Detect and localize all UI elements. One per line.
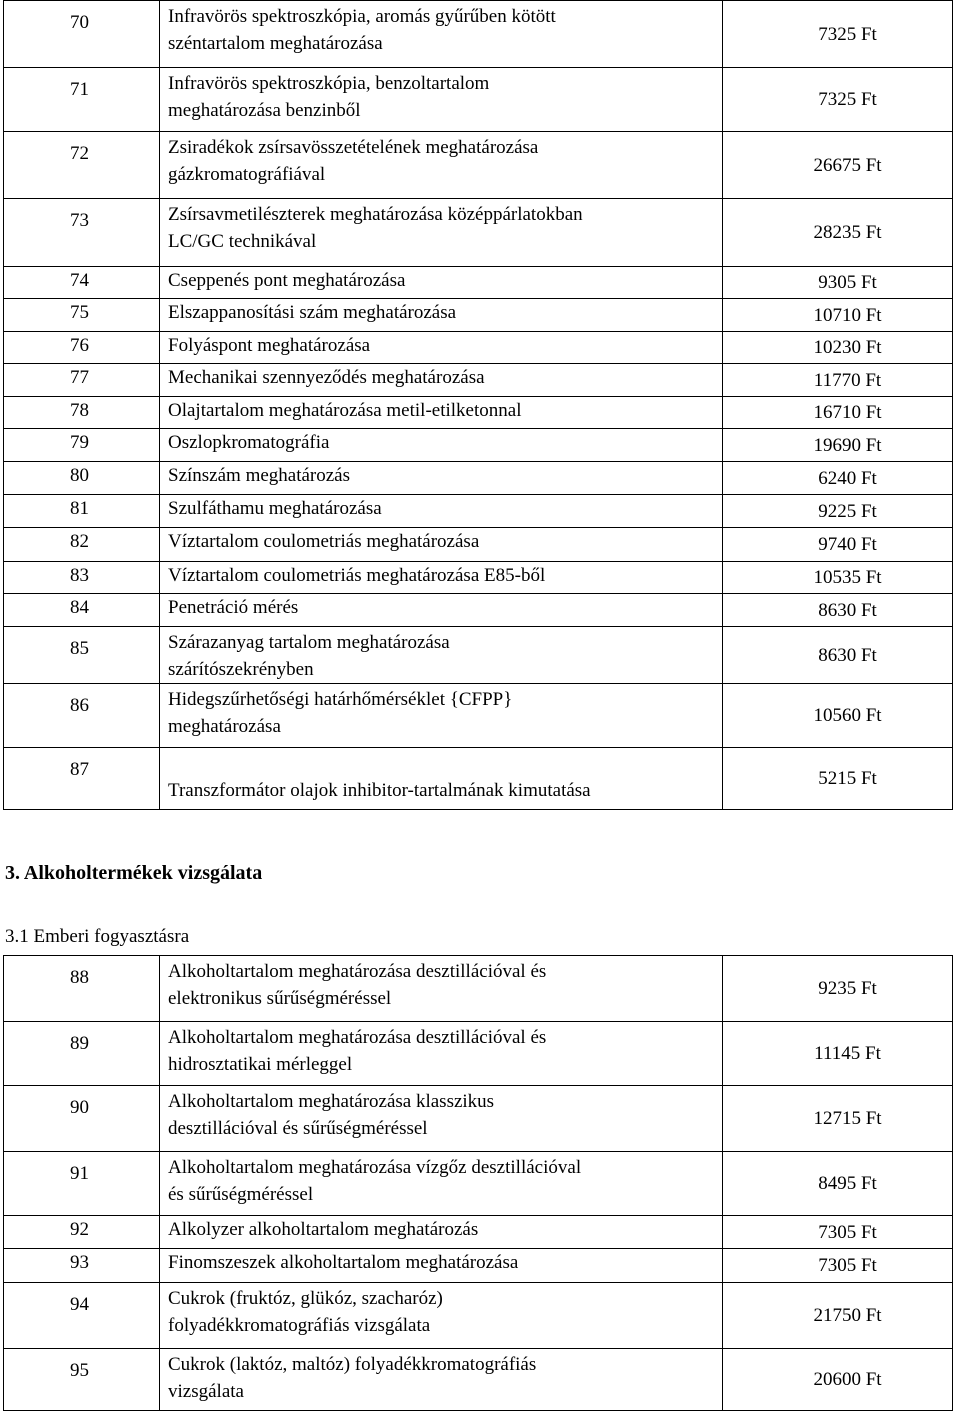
description-line: szárítószekrényben (168, 659, 314, 680)
row-number: 84 (4, 594, 160, 627)
row-price (723, 132, 953, 199)
description-line: vizsgálata (168, 1381, 244, 1402)
section-3-heading: 3. Alkoholtermékek vizsgálata (5, 862, 263, 884)
row-price (723, 267, 953, 299)
table-row (4, 528, 953, 562)
row-price (723, 627, 953, 684)
table-row (4, 748, 953, 810)
description-line: hidrosztatikai mérleggel (168, 1054, 353, 1075)
description-line: Penetráció mérés (168, 597, 299, 618)
row-price (723, 956, 953, 1022)
description-line: Alkoholtartalom meghatározása desztillációval és (168, 1027, 547, 1048)
description-line: Cseppenés pont meghatározása (168, 270, 406, 291)
table-row (4, 332, 953, 364)
description-line: Szulfáthamu meghatározása (168, 498, 382, 519)
description-line: Szárazanyag tartalom meghatározása (168, 632, 450, 653)
row-number: 74 (4, 267, 160, 299)
description-line: Víztartalom coulometriás meghatározása E85-ből (168, 565, 546, 586)
row-number: 79 (4, 429, 160, 462)
description-line: Finomszeszek alkoholtartalom meghatározása (168, 1252, 519, 1273)
row-number: 89 (4, 1022, 160, 1086)
price-value: 26675 Ft (813, 154, 882, 176)
row-number: 76 (4, 332, 160, 364)
row-description (160, 462, 723, 495)
price-value: 7325 Ft (818, 23, 877, 45)
description-line: folyadékkromatográfiás vizsgálata (168, 1315, 431, 1336)
description-line: Víztartalom coulometriás meghatározása (168, 531, 480, 552)
price-table-section-2 (3, 0, 953, 810)
row-number: 95 (4, 1349, 160, 1411)
price-table-body (4, 1, 953, 810)
row-price (723, 528, 953, 562)
row-number: 70 (4, 1, 160, 68)
row-description (160, 562, 723, 594)
row-number: 91 (4, 1152, 160, 1216)
price-table-section-3-1 (3, 955, 953, 1411)
table-row (4, 562, 953, 594)
table-row (4, 397, 953, 429)
section-3-1-heading: 3.1 Emberi fogyasztásra (5, 926, 190, 947)
row-description (160, 528, 723, 562)
price-value: 11145 Ft (814, 1043, 881, 1064)
row-description (160, 1086, 723, 1152)
description-line: Oszlopkromatográfia (168, 432, 330, 453)
table-row (4, 1349, 953, 1411)
price-table-body (4, 956, 953, 1411)
description-line: Mechanikai szennyeződés meghatározása (168, 367, 485, 388)
row-number: 83 (4, 562, 160, 594)
price-value: 12715 Ft (813, 1108, 882, 1129)
description-line: LC/GC technikával (168, 231, 317, 252)
description-line: Alkoholtartalom meghatározása vízgőz desztillációval (168, 1157, 582, 1178)
row-description (160, 684, 723, 748)
row-description (160, 68, 723, 132)
price-value: 28235 Ft (813, 222, 882, 243)
description-line: Infravörös spektroszkópia, aromás gyűrűben kötött (168, 6, 556, 27)
row-description (160, 1216, 723, 1249)
row-description (160, 1283, 723, 1349)
description-line: Elszappanosítási szám meghatározása (168, 302, 457, 323)
table-row (4, 364, 953, 397)
price-value: 10230 Ft (813, 337, 882, 358)
row-number: 82 (4, 528, 160, 562)
description-line: Alkoholtartalom meghatározása desztillációval és (168, 961, 547, 982)
table-row (4, 1249, 953, 1283)
row-description (160, 594, 723, 627)
row-price (723, 1086, 953, 1152)
row-description (160, 748, 723, 810)
row-price (723, 462, 953, 495)
row-number: 75 (4, 299, 160, 332)
price-value: 20600 Ft (813, 1369, 882, 1390)
row-price (723, 68, 953, 132)
row-number: 73 (4, 199, 160, 267)
description-line: Folyáspont meghatározása (168, 335, 371, 356)
row-description (160, 364, 723, 397)
price-value: 9305 Ft (818, 272, 877, 293)
description-line: és sűrűségméréssel (168, 1184, 314, 1205)
row-price (723, 1349, 953, 1411)
row-number: 78 (4, 397, 160, 429)
row-description (160, 1, 723, 68)
row-number: 90 (4, 1086, 160, 1152)
table-row (4, 684, 953, 748)
row-description (160, 299, 723, 332)
row-number: 88 (4, 956, 160, 1022)
price-value: 19690 Ft (813, 434, 882, 456)
row-price (723, 562, 953, 594)
row-description (160, 627, 723, 684)
table-row (4, 1086, 953, 1152)
row-price (723, 299, 953, 332)
row-number: 93 (4, 1249, 160, 1283)
description-line: Alkolyzer alkoholtartalom meghatározás (168, 1219, 479, 1240)
table-row (4, 429, 953, 462)
table-row (4, 1283, 953, 1349)
row-price (723, 748, 953, 810)
description-line: gázkromatográfiával (168, 164, 326, 185)
table-row (4, 1, 953, 68)
table-row (4, 594, 953, 627)
row-number: 81 (4, 495, 160, 528)
row-description (160, 1249, 723, 1283)
row-number: 80 (4, 462, 160, 495)
table-row (4, 1022, 953, 1086)
table-row (4, 462, 953, 495)
description-line: elektronikus sűrűségméréssel (168, 988, 392, 1009)
table-row (4, 132, 953, 199)
row-description (160, 132, 723, 199)
price-value: 21750 Ft (813, 1305, 882, 1326)
price-value: 10535 Ft (813, 567, 882, 588)
row-price (723, 1022, 953, 1086)
row-number: 94 (4, 1283, 160, 1349)
price-value: 7305 Ft (818, 1221, 877, 1243)
row-description (160, 1022, 723, 1086)
description-line: Infravörös spektroszkópia, benzoltartalom (168, 73, 490, 94)
row-price (723, 332, 953, 364)
description-line: Zsírsavmetilészterek meghatározása középpárlatokban (168, 204, 583, 225)
row-price (723, 495, 953, 528)
table-row (4, 627, 953, 684)
table-row (4, 956, 953, 1022)
description-line: Hidegszűrhetőségi határhőmérséklet {CFPP} (168, 689, 513, 710)
row-description (160, 199, 723, 267)
row-description (160, 495, 723, 528)
price-value: 8495 Ft (818, 1173, 877, 1194)
price-value: 7305 Ft (818, 1255, 877, 1276)
row-price (723, 594, 953, 627)
row-number: 87 (4, 748, 160, 810)
row-price (723, 199, 953, 267)
table-row (4, 68, 953, 132)
row-price (723, 429, 953, 462)
description-line: Cukrok (fruktóz, glükóz, szacharóz) (168, 1288, 443, 1309)
price-value: 8630 Ft (818, 644, 877, 666)
price-value: 9740 Ft (818, 534, 877, 555)
price-value: 9225 Ft (818, 500, 877, 522)
price-value: 8630 Ft (818, 599, 877, 621)
price-value: 5215 Ft (818, 768, 877, 789)
description-line: desztillációval és sűrűségméréssel (168, 1118, 428, 1139)
description-line: széntartalom meghatározása (168, 33, 383, 54)
row-price (723, 1249, 953, 1283)
description-line: Cukrok (laktóz, maltóz) folyadékkromatográfiás (168, 1354, 537, 1375)
row-description (160, 267, 723, 299)
row-price (723, 1216, 953, 1249)
row-price (723, 684, 953, 748)
row-description (160, 397, 723, 429)
row-number: 86 (4, 684, 160, 748)
row-number: 71 (4, 68, 160, 132)
row-number: 85 (4, 627, 160, 684)
table-row (4, 199, 953, 267)
row-price (723, 397, 953, 429)
price-value: 7325 Ft (818, 89, 877, 110)
description-line: Olajtartalom meghatározása metil-etilketonnal (168, 400, 522, 421)
row-number: 72 (4, 132, 160, 199)
table-row (4, 267, 953, 299)
row-description (160, 956, 723, 1022)
price-value: 16710 Ft (813, 402, 882, 423)
row-price (723, 364, 953, 397)
row-description (160, 1349, 723, 1411)
description-line: meghatározása benzinből (168, 100, 361, 121)
description-line: meghatározása (168, 716, 281, 737)
table-row (4, 1216, 953, 1249)
row-number: 92 (4, 1216, 160, 1249)
price-value: 10560 Ft (813, 705, 882, 726)
row-price (723, 1152, 953, 1216)
description-line: Alkoholtartalom meghatározása klasszikus (168, 1091, 495, 1112)
table-row (4, 299, 953, 332)
table-row (4, 495, 953, 528)
price-value: 6240 Ft (818, 467, 877, 489)
table-row (4, 1152, 953, 1216)
row-price (723, 1, 953, 68)
description-line (168, 750, 722, 777)
description-line: Színszám meghatározás (168, 465, 351, 486)
description-line: Transzformátor olajok inhibitor-tartalmának kimutatása (168, 780, 591, 801)
price-value: 9235 Ft (818, 978, 877, 999)
row-description (160, 429, 723, 462)
price-value: 11770 Ft (813, 369, 882, 391)
row-number: 77 (4, 364, 160, 397)
row-price (723, 1283, 953, 1349)
description-line: Zsiradékok zsírsavösszetételének meghatározása (168, 137, 539, 158)
row-description (160, 332, 723, 364)
price-value: 10710 Ft (813, 304, 882, 326)
row-description (160, 1152, 723, 1216)
